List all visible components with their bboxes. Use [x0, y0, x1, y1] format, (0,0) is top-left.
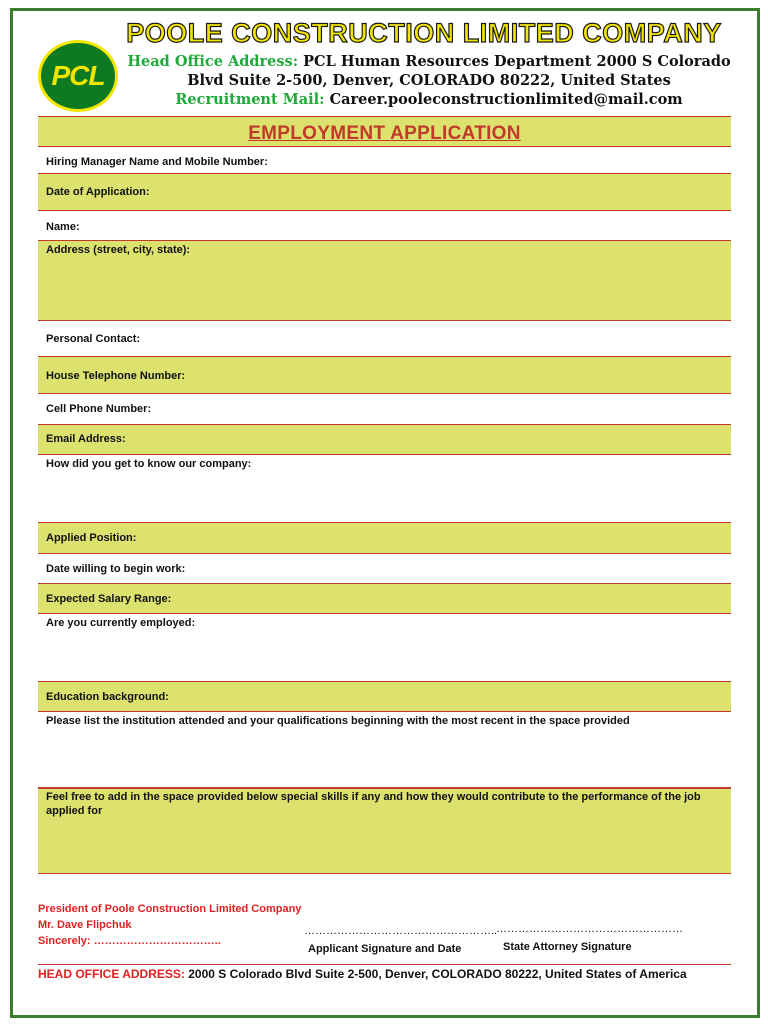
footer-address: [38, 967, 687, 981]
field-special-skills[interactable]: [38, 788, 731, 874]
president-title: President of Poole Construction Limited Company: [38, 903, 302, 915]
head-office-address-2: Blvd Suite 2-500, Denver, COLORADO 80222, United States: [187, 72, 671, 89]
form-title: EMPLOYMENT APPLICATION: [248, 123, 521, 144]
field-label: Cell Phone Number:: [46, 403, 152, 415]
field-how-know-company[interactable]: [38, 455, 731, 523]
field-address[interactable]: [38, 241, 731, 321]
field-date-of-application[interactable]: [38, 174, 731, 211]
attorney-signature-line[interactable]: ……………………………………………: [496, 923, 683, 935]
field-label: Email Address:: [46, 433, 126, 445]
field-house-telephone[interactable]: [38, 357, 731, 394]
field-name[interactable]: [38, 211, 731, 241]
pcl-logo: [38, 40, 118, 112]
field-label: Please list the institution attended and your qualifications beginning with the most recent in the space provided: [46, 715, 630, 727]
field-label: Expected Salary Range:: [46, 593, 172, 605]
footer-divider: [38, 964, 731, 965]
field-label: Personal Contact:: [46, 333, 141, 345]
field-expected-salary[interactable]: [38, 584, 731, 614]
field-label: Address (street, city, state):: [46, 244, 191, 256]
field-label: Feel free to add in the space provided below special skills if any and how they would contribute to the performance of the job applied for: [46, 791, 701, 817]
footer-label: HEAD OFFICE ADDRESS:: [38, 967, 185, 981]
head-office-line-1: [124, 53, 734, 70]
field-label: House Telephone Number:: [46, 370, 186, 382]
president-name: Mr. Dave Flipchuk: [38, 919, 132, 931]
field-institutions[interactable]: [38, 712, 731, 788]
field-label: Are you currently employed:: [46, 617, 196, 629]
field-hiring-manager[interactable]: [38, 147, 731, 174]
recruitment-email: Career.pooleconstructionlimited@mail.com: [329, 91, 683, 108]
field-label: Education background:: [46, 691, 169, 703]
applicant-signature-label: Applicant Signature and Date: [308, 943, 462, 955]
applicant-signature-line[interactable]: ……………………………………………..: [304, 925, 498, 937]
form-title-bar: [38, 116, 731, 147]
head-office-label: Head Office Address:: [127, 53, 299, 70]
head-office-address-1: PCL Human Resources Department 2000 S Colorado: [303, 53, 731, 70]
field-label: How did you get to know our company:: [46, 458, 252, 470]
field-email-address[interactable]: [38, 425, 731, 455]
field-start-date[interactable]: [38, 554, 731, 584]
attorney-signature-label: State Attorney Signature: [503, 941, 632, 953]
field-personal-contact[interactable]: [38, 321, 731, 357]
logo-text: PCL: [51, 60, 105, 91]
field-applied-position[interactable]: [38, 523, 731, 554]
recruitment-label: Recruitment Mail:: [175, 91, 325, 108]
field-education-background[interactable]: [38, 682, 731, 712]
field-currently-employed[interactable]: [38, 614, 731, 682]
field-label: Name:: [46, 221, 80, 233]
field-label: Applied Position:: [46, 532, 137, 544]
field-cell-phone[interactable]: [38, 394, 731, 425]
field-label: Hiring Manager Name and Mobile Number:: [46, 156, 268, 168]
sincerely-line: Sincerely: ……………………………..: [38, 935, 221, 947]
company-name: POOLE CONSTRUCTION LIMITED COMPANY: [126, 18, 722, 48]
footer-address-text: 2000 S Colorado Blvd Suite 2-500, Denver, COLORADO 80222, United States of America: [188, 967, 687, 981]
head-office-line-2: [124, 72, 734, 89]
recruitment-line: [124, 91, 734, 108]
field-label: Date of Application:: [46, 186, 150, 198]
field-label: Date willing to begin work:: [46, 563, 186, 575]
